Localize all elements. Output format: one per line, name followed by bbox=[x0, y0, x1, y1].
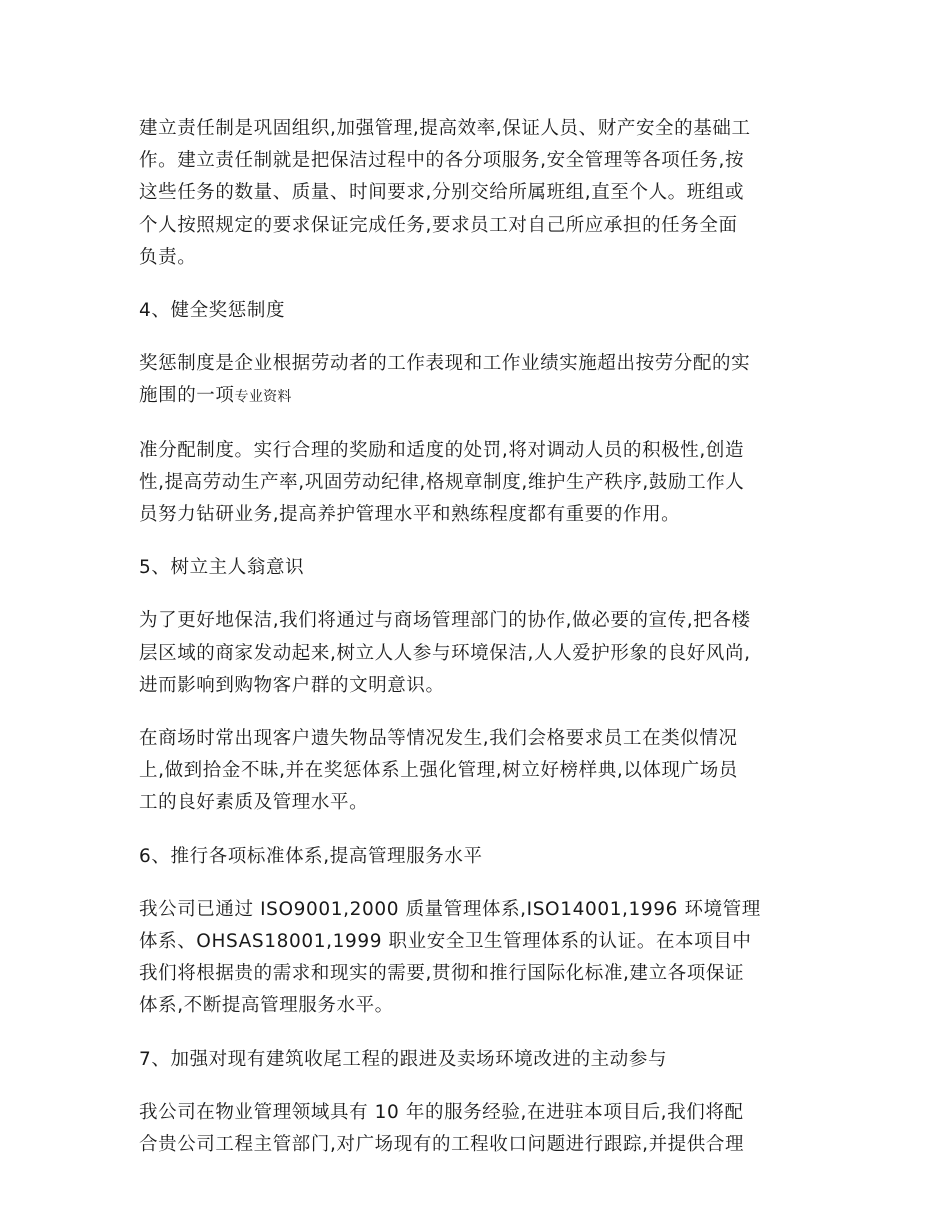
document-page bbox=[139, 113, 811, 1161]
text-line: 负责。 bbox=[139, 246, 197, 268]
paragraph-ownership-awareness bbox=[139, 605, 811, 702]
section-heading-6: 6、推行各项标准体系,提高管理服务水平 bbox=[139, 845, 483, 867]
text-line: 建立责任制是巩固组织,加强管理,提高效率,保证人员、财产安全的基础工 bbox=[139, 118, 751, 139]
watermark-text: 专业资料 bbox=[234, 389, 292, 406]
paragraph-standards-systems bbox=[139, 894, 811, 1023]
paragraph-construction-followup bbox=[139, 1097, 811, 1161]
text-fragment: 施围的一项 bbox=[139, 385, 235, 407]
text-line: 体系,不断提高管理服务水平。 bbox=[139, 995, 394, 1017]
text-line: 在商场时常出现客户遗失物品等情况发生,我们会格要求员工在类似情况 bbox=[139, 728, 738, 750]
text-line: 我公司已通过 ISO9001,2000 质量管理体系,ISO14001,1996 环境管理 bbox=[139, 898, 761, 920]
text-line: 准分配制度。实行合理的奖励和适度的处罚,将对调动人员的积极性,创造 bbox=[139, 439, 745, 461]
paragraph-reward-punishment-detail bbox=[139, 435, 811, 532]
text-line bbox=[139, 380, 811, 413]
text-line: 进而影响到购物客户群的文明意识。 bbox=[139, 674, 445, 696]
text-line: 个人按照规定的要求保证完成任务,要求员工对自己所应承担的任务全面 bbox=[139, 214, 738, 236]
text-line: 为了更好地保洁,我们将通过与商场管理部门的协作,做必要的宣传,把各楼 bbox=[139, 610, 751, 632]
text-line: 性,提高劳动生产率,巩固劳动纪律,格规章制度,维护生产秩序,鼓励工作人 bbox=[139, 471, 745, 493]
text-line: 层区域的商家发动起来,树立人人参与环境保洁,人人爱护形象的良好风尚, bbox=[139, 642, 751, 664]
text-line: 体系、OHSAS18001,1999 职业安全卫生管理体系的认证。在本项目中 bbox=[139, 931, 752, 953]
section-heading-5: 5、树立主人翁意识 bbox=[139, 557, 305, 579]
text-line: 奖惩制度是企业根据劳动者的工作表现和工作业绩实施超出按劳分配的实 bbox=[139, 353, 751, 375]
text-line: 员努力钻研业务,提高养护管理水平和熟练程度都有重要的作用。 bbox=[139, 504, 681, 526]
text-line: 这些任务的数量、质量、时间要求,分别交给所属班组,直至个人。班组或 bbox=[139, 182, 745, 204]
paragraph-responsibility-system bbox=[139, 113, 811, 274]
text-line: 工的良好素质及管理水平。 bbox=[139, 792, 369, 814]
text-line: 我公司在物业管理领域具有 10 年的服务经验,在进驻本项目后,我们将配 bbox=[139, 1101, 744, 1123]
text-line: 作。建立责任制就是把保洁过程中的各分项服务,安全管理等各项任务,按 bbox=[139, 150, 745, 172]
text-line: 合贵公司工程主管部门,对广场现有的工程收口问题进行跟踪,并提供合理 bbox=[139, 1134, 745, 1156]
section-heading-4: 4、健全奖惩制度 bbox=[139, 300, 286, 322]
paragraph-reward-punishment-intro bbox=[139, 348, 811, 413]
paragraph-lost-items bbox=[139, 723, 811, 820]
text-line: 我们将根据贵的需求和现实的需要,贯彻和推行国际化标准,建立各项保证 bbox=[139, 963, 745, 985]
text-line: 上,做到拾金不昧,并在奖惩体系上强化管理,树立好榜样典,以体现广场员 bbox=[139, 760, 738, 782]
section-heading-7: 7、加强对现有建筑收尾工程的跟进及卖场环境改进的主动参与 bbox=[139, 1048, 668, 1070]
